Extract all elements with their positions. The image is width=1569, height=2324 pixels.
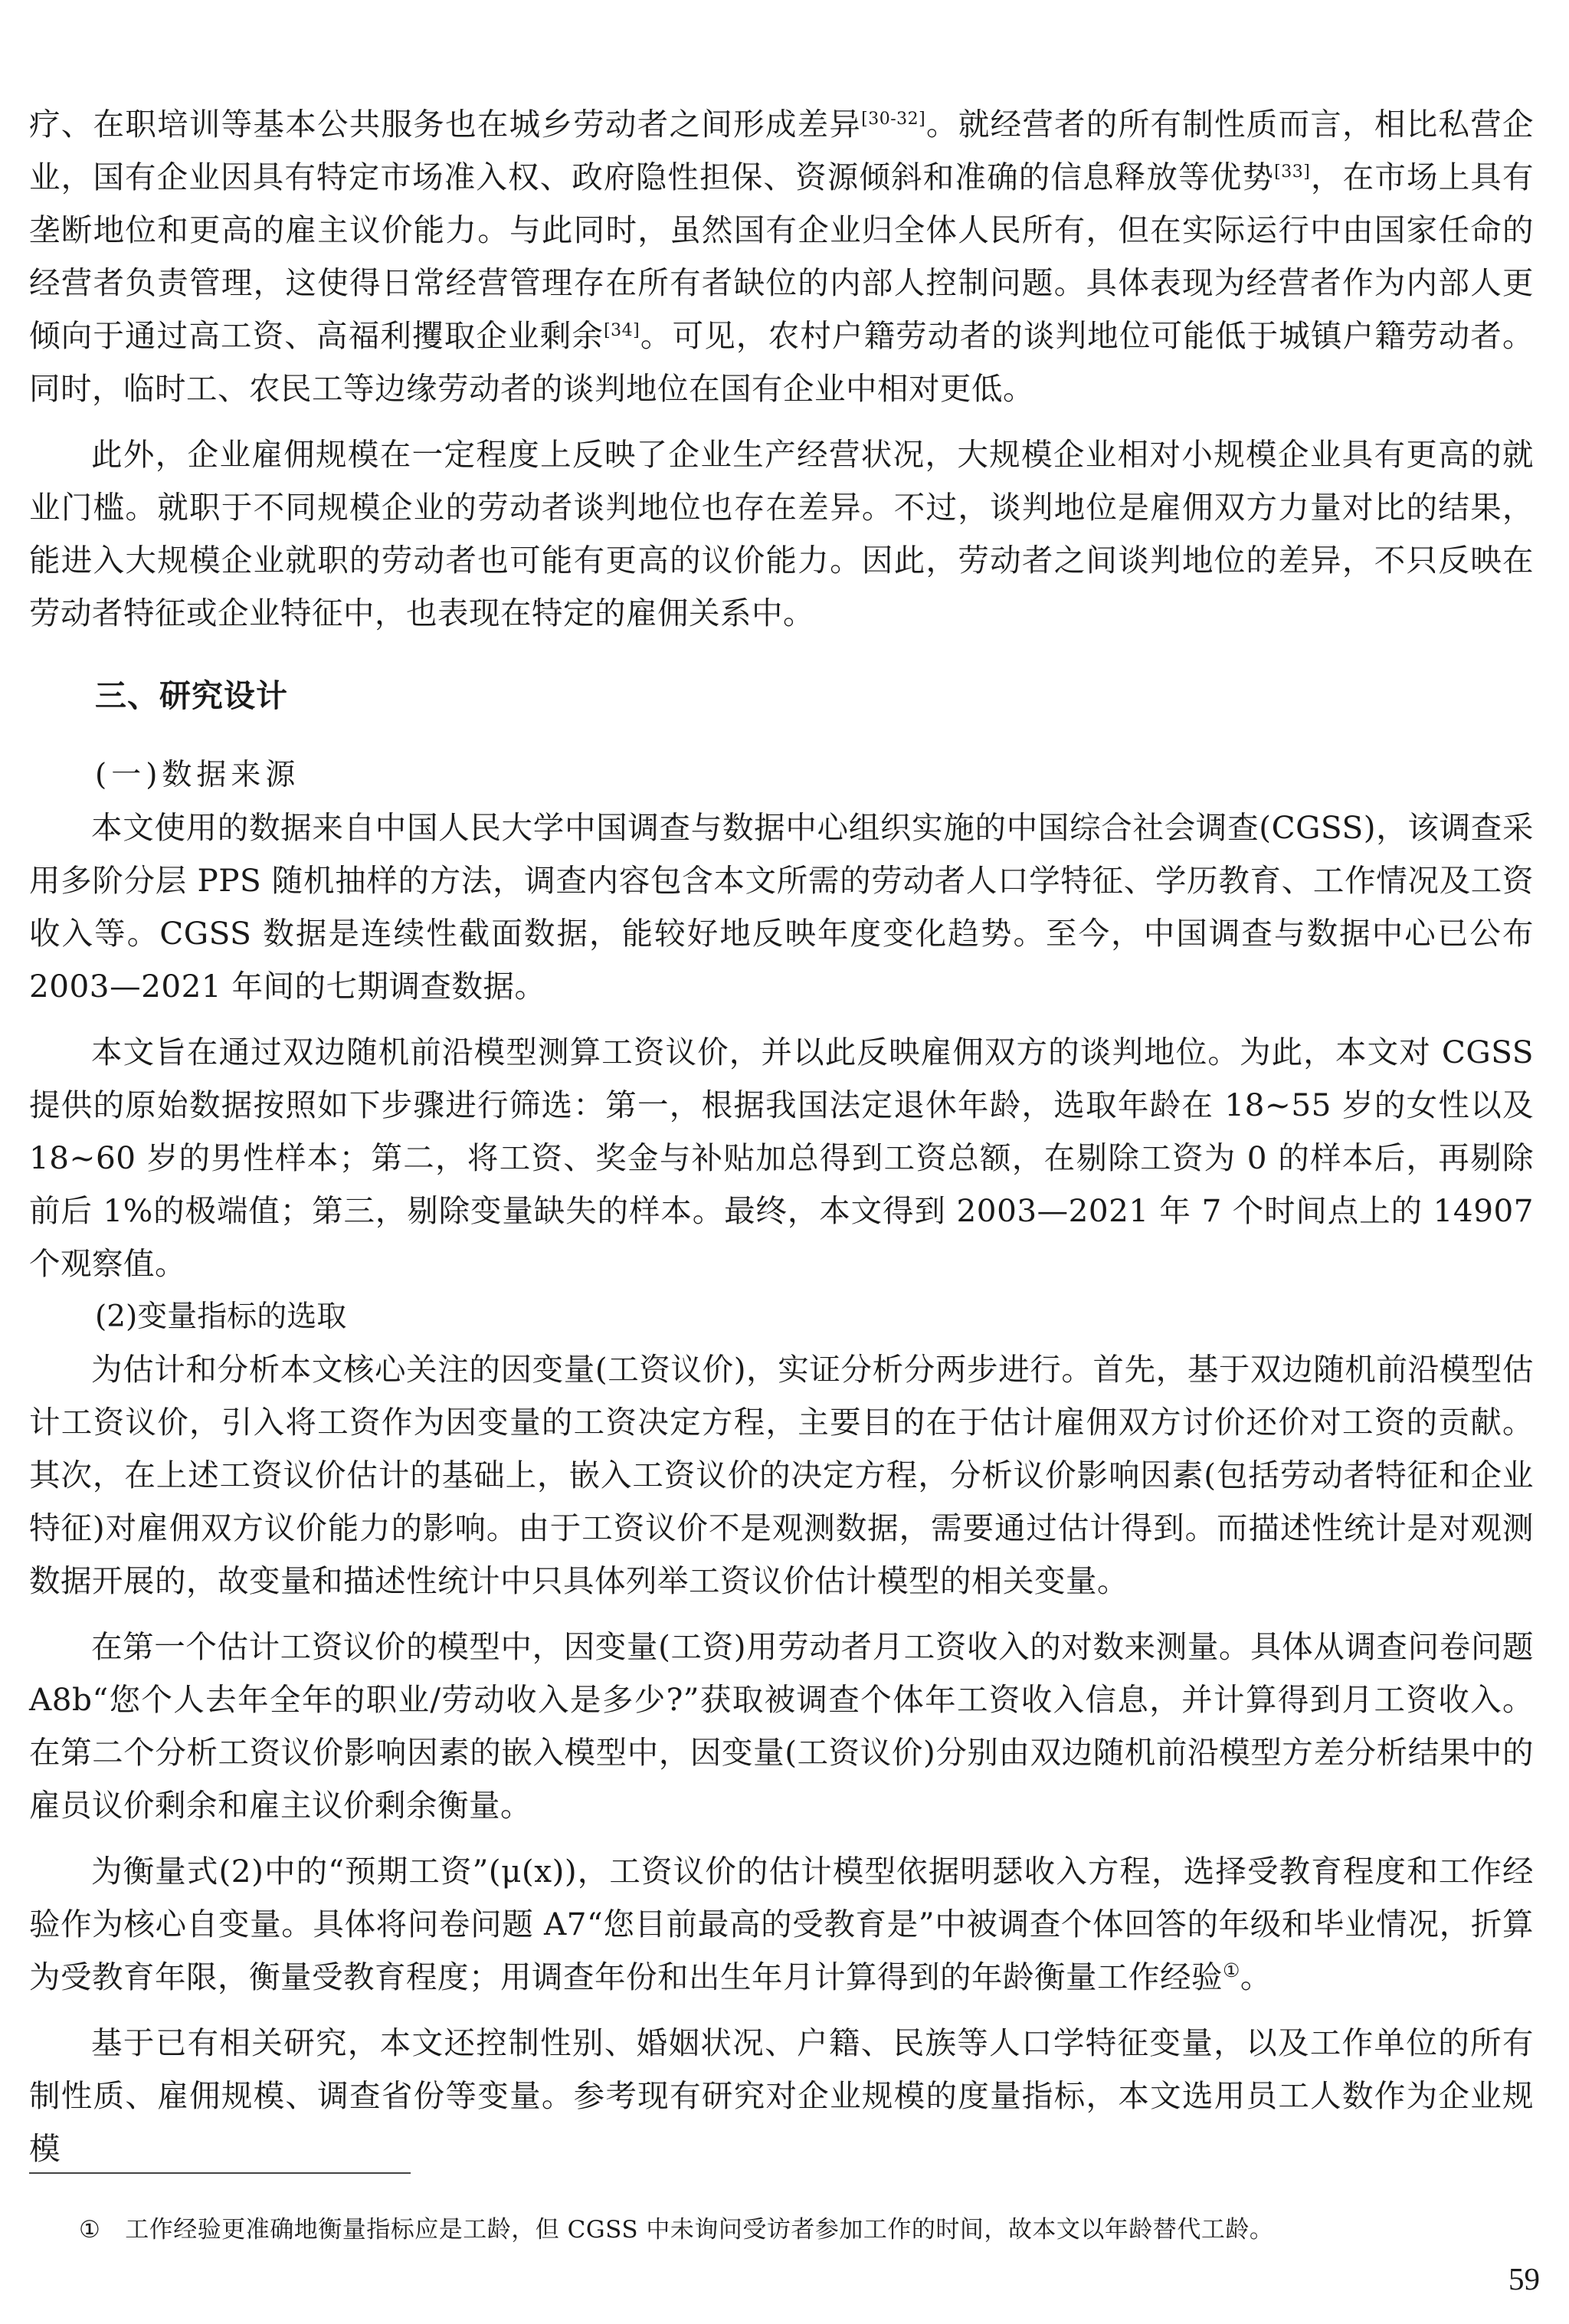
- article-body: [29, 98, 1534, 2175]
- paragraph-variables-steps: 为估计和分析本文核心关注的因变量(工资议价)，实证分析分两步进行。首先，基于双边随机前沿模型估计工资议价，引入将工资作为因变量的工资决定方程，主要目的在于估计雇佣双方讨价还价对工资的贡献。其次，在上述工资议价估计的基础上，嵌入工资议价的决定方程，分析议价影响因素(包括劳动者特征和企业特征)对雇佣双方议价能力的影响。由于工资议价不是观测数据，需要通过估计得到。而描述性统计是对观测数据开展的，故变量和描述性统计中只具体列举工资议价估计模型的相关变量。: [29, 1351, 1534, 1599]
- paragraph-core-independent: 为衡量式(2)中的“预期工资”(μ(x))，工资议价的估计模型依据明瑟收入方程，选择受教育程度和工作经验作为核心自变量。具体将问卷问题 A7“您目前最高的受教育是”中被调查个体回答的年级和毕业情况，折算为受教育年限，衡量受教育程度；用调查年份和出生年月计算得到的年龄衡量工作经验①。: [29, 1853, 1534, 1995]
- paragraph-sample-screening: 本文旨在通过双边随机前沿模型测算工资议价，并以此反映雇佣双方的谈判地位。为此，本文对 CGSS 提供的原始数据按照如下步骤进行筛选：第一，根据我国法定退休年龄，选取年龄在 18~55 岁的女性以及 18~60 岁的男性样本；第二，将工资、奖金与补贴加总得到工资总额，在剔除工资为 0 的样本后，再剔除前后 1%的极端值；第三，剔除变量缺失的样本。最终，本文得到 2003—2021 年 7 个时间点上的 14907 个观察值。: [29, 1034, 1534, 1282]
- paragraph-control-variables: 基于已有相关研究，本文还控制性别、婚姻状况、户籍、民族等人口学特征变量，以及工作单位的所有制性质、雇佣规模、调查省份等变量。参考现有研究对企业规模的度量指标，本文选用员工人数作为企业规模: [29, 2024, 1534, 2167]
- paragraph-data-source: 本文使用的数据来自中国人民大学中国调查与数据中心组织实施的中国综合社会调查(CGSS)，该调查采用多阶分层 PPS 随机抽样的方法，调查内容包含本文所需的劳动者人口学特征、学历教育、工作情况及工资收入等。CGSS 数据是连续性截面数据，能较好地反映年度变化趋势。至今，中国调查与数据中心已公布 2003—2021 年间的七期调查数据。: [29, 809, 1534, 1005]
- citation-34[interactable]: [34]: [604, 321, 640, 340]
- citation-30-32[interactable]: [30-32]: [861, 110, 926, 129]
- subheading-data-source: (一)数据来源: [95, 758, 300, 792]
- paragraph-firm-scale: 此外，企业雇佣规模在一定程度上反映了企业生产经营状况，大规模企业相对小规模企业具有更高的就业门槛。就职于不同规模企业的劳动者谈判地位也存在差异。不过，谈判地位是雇佣双方力量对比的结果，能进入大规模企业就职的劳动者也可能有更高的议价能力。因此，劳动者之间谈判地位的差异，不只反映在劳动者特征或企业特征中，也表现在特定的雇佣关系中。: [29, 436, 1534, 631]
- paragraph-continued: 疗、在职培训等基本公共服务也在城乡劳动者之间形成差异[30-32]。就经营者的所有制性质而言，相比私营企业，国有企业因具有特定市场准入权、政府隐性担保、资源倾斜和准确的信息释放等优势[33]，在市场上具有垄断地位和更高的雇主议价能力。与此同时，虽然国有企业归全体人民所有，但在实际运行中由国家任命的经营者负责管理，这使得日常经营管理存在所有者缺位的内部人控制问题。具体表现为经营者作为内部人更倾向于通过高工资、高福利攫取企业剩余[34]。可见，农村户籍劳动者的谈判地位可能低于城镇户籍劳动者。同时，临时工、农民工等边缘劳动者的谈判地位在国有企业中相对更低。: [29, 106, 1535, 407]
- subheading-variables: (2)变量指标的选取: [95, 1300, 347, 1334]
- citation-33[interactable]: [33]: [1274, 162, 1311, 182]
- section-heading: 三、研究设计: [95, 677, 288, 714]
- paragraph-dependent-variable: 在第一个估计工资议价的模型中，因变量(工资)用劳动者月工资收入的对数来测量。具体从调查问卷问题 A8b“您个人去年全年的职业/劳动收入是多少?”获取被调查个体年工资收入信息，并计算得到月工资收入。在第二个分析工资议价影响因素的嵌入模型中，因变量(工资议价)分别由双边随机前沿模型方差分析结果中的雇员议价剩余和雇主议价剩余衡量。: [29, 1628, 1534, 1824]
- footnote-number: ①: [79, 2216, 101, 2244]
- footnote-reference[interactable]: ①: [1223, 1959, 1240, 1981]
- footnote: [79, 2211, 1273, 2249]
- page-number: 59: [1508, 2261, 1540, 2296]
- footnote-text: 工作经验更准确地衡量指标应是工龄，但 CGSS 中未询问受访者参加工作的时间，故本文以年龄替代工龄。: [125, 2216, 1274, 2244]
- footnote-divider: [29, 2172, 411, 2174]
